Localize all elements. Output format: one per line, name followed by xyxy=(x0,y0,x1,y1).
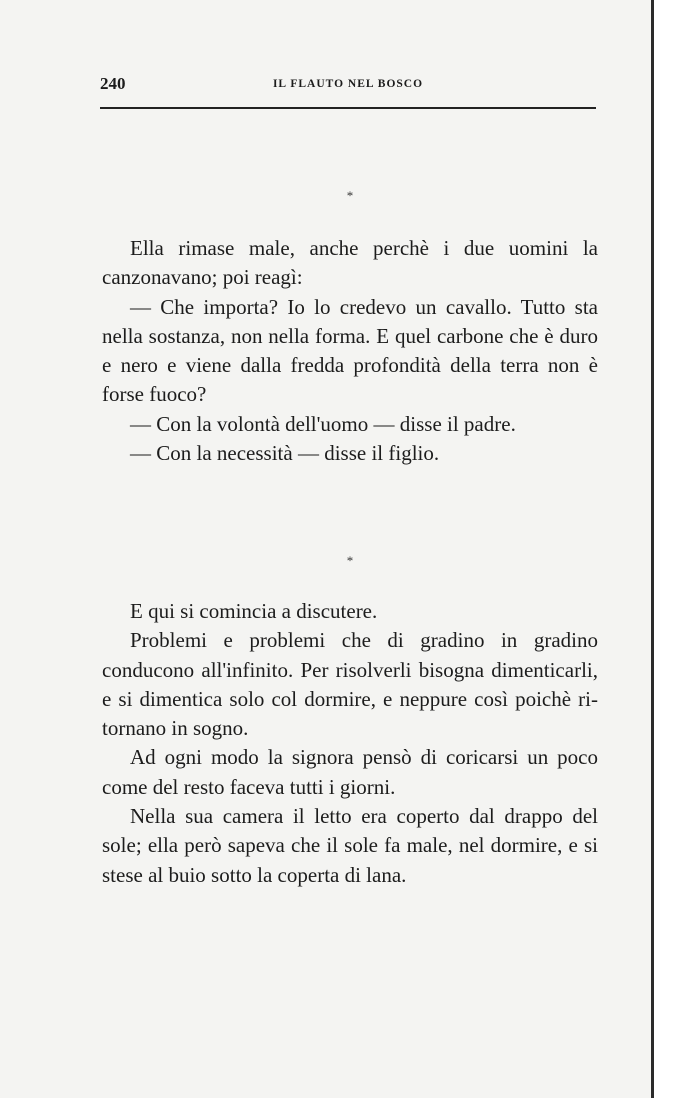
paragraph: — Con la volontà dell'uomo — disse il padre. xyxy=(130,411,516,436)
text-section-2 xyxy=(102,597,598,890)
section-break-asterisk: * xyxy=(346,553,354,568)
page-header xyxy=(100,74,596,98)
header-rule xyxy=(100,107,596,109)
paragraph: Ad ogni modo la signora pensò di coricarsi un poco come del resto faceva tutti i giorni. xyxy=(102,745,598,799)
paragraph: E qui si comincia a discutere. xyxy=(130,599,378,623)
text-section-1 xyxy=(102,234,598,468)
running-title: IL FLAUTO NEL BOSCO xyxy=(272,78,424,90)
page-number: 240 xyxy=(100,74,126,93)
paragraph: Ella rimase male, anche perchè i due uomini la canzonavano; poi reagì: xyxy=(102,236,598,290)
paragraph: — Che importa? Io lo credevo un cavallo. Tutto sta nella sostanza, non nella forma. E quel carbone che è duro e nero e viene dalla fredda profondità della terra non è forse fuoco? xyxy=(102,294,598,407)
section-break-asterisk: * xyxy=(346,188,354,203)
page-edge xyxy=(651,0,688,1098)
paragraph: Nella sua camera il letto era coperto dal drappo del sole; ella però sapeva che il sole fa male, nel dormire, e si stese al buio sotto la coperta di lana. xyxy=(102,804,598,887)
paragraph: — Con la necessità — disse il figlio. xyxy=(130,441,440,466)
paragraph: Problemi e problemi che di gradino in gradino conducono all'infinito. Per risolverli bisogna dimenticarli, e si dimentica solo col dormire, e neppure così poichè ritornano in sogno. xyxy=(102,628,598,741)
